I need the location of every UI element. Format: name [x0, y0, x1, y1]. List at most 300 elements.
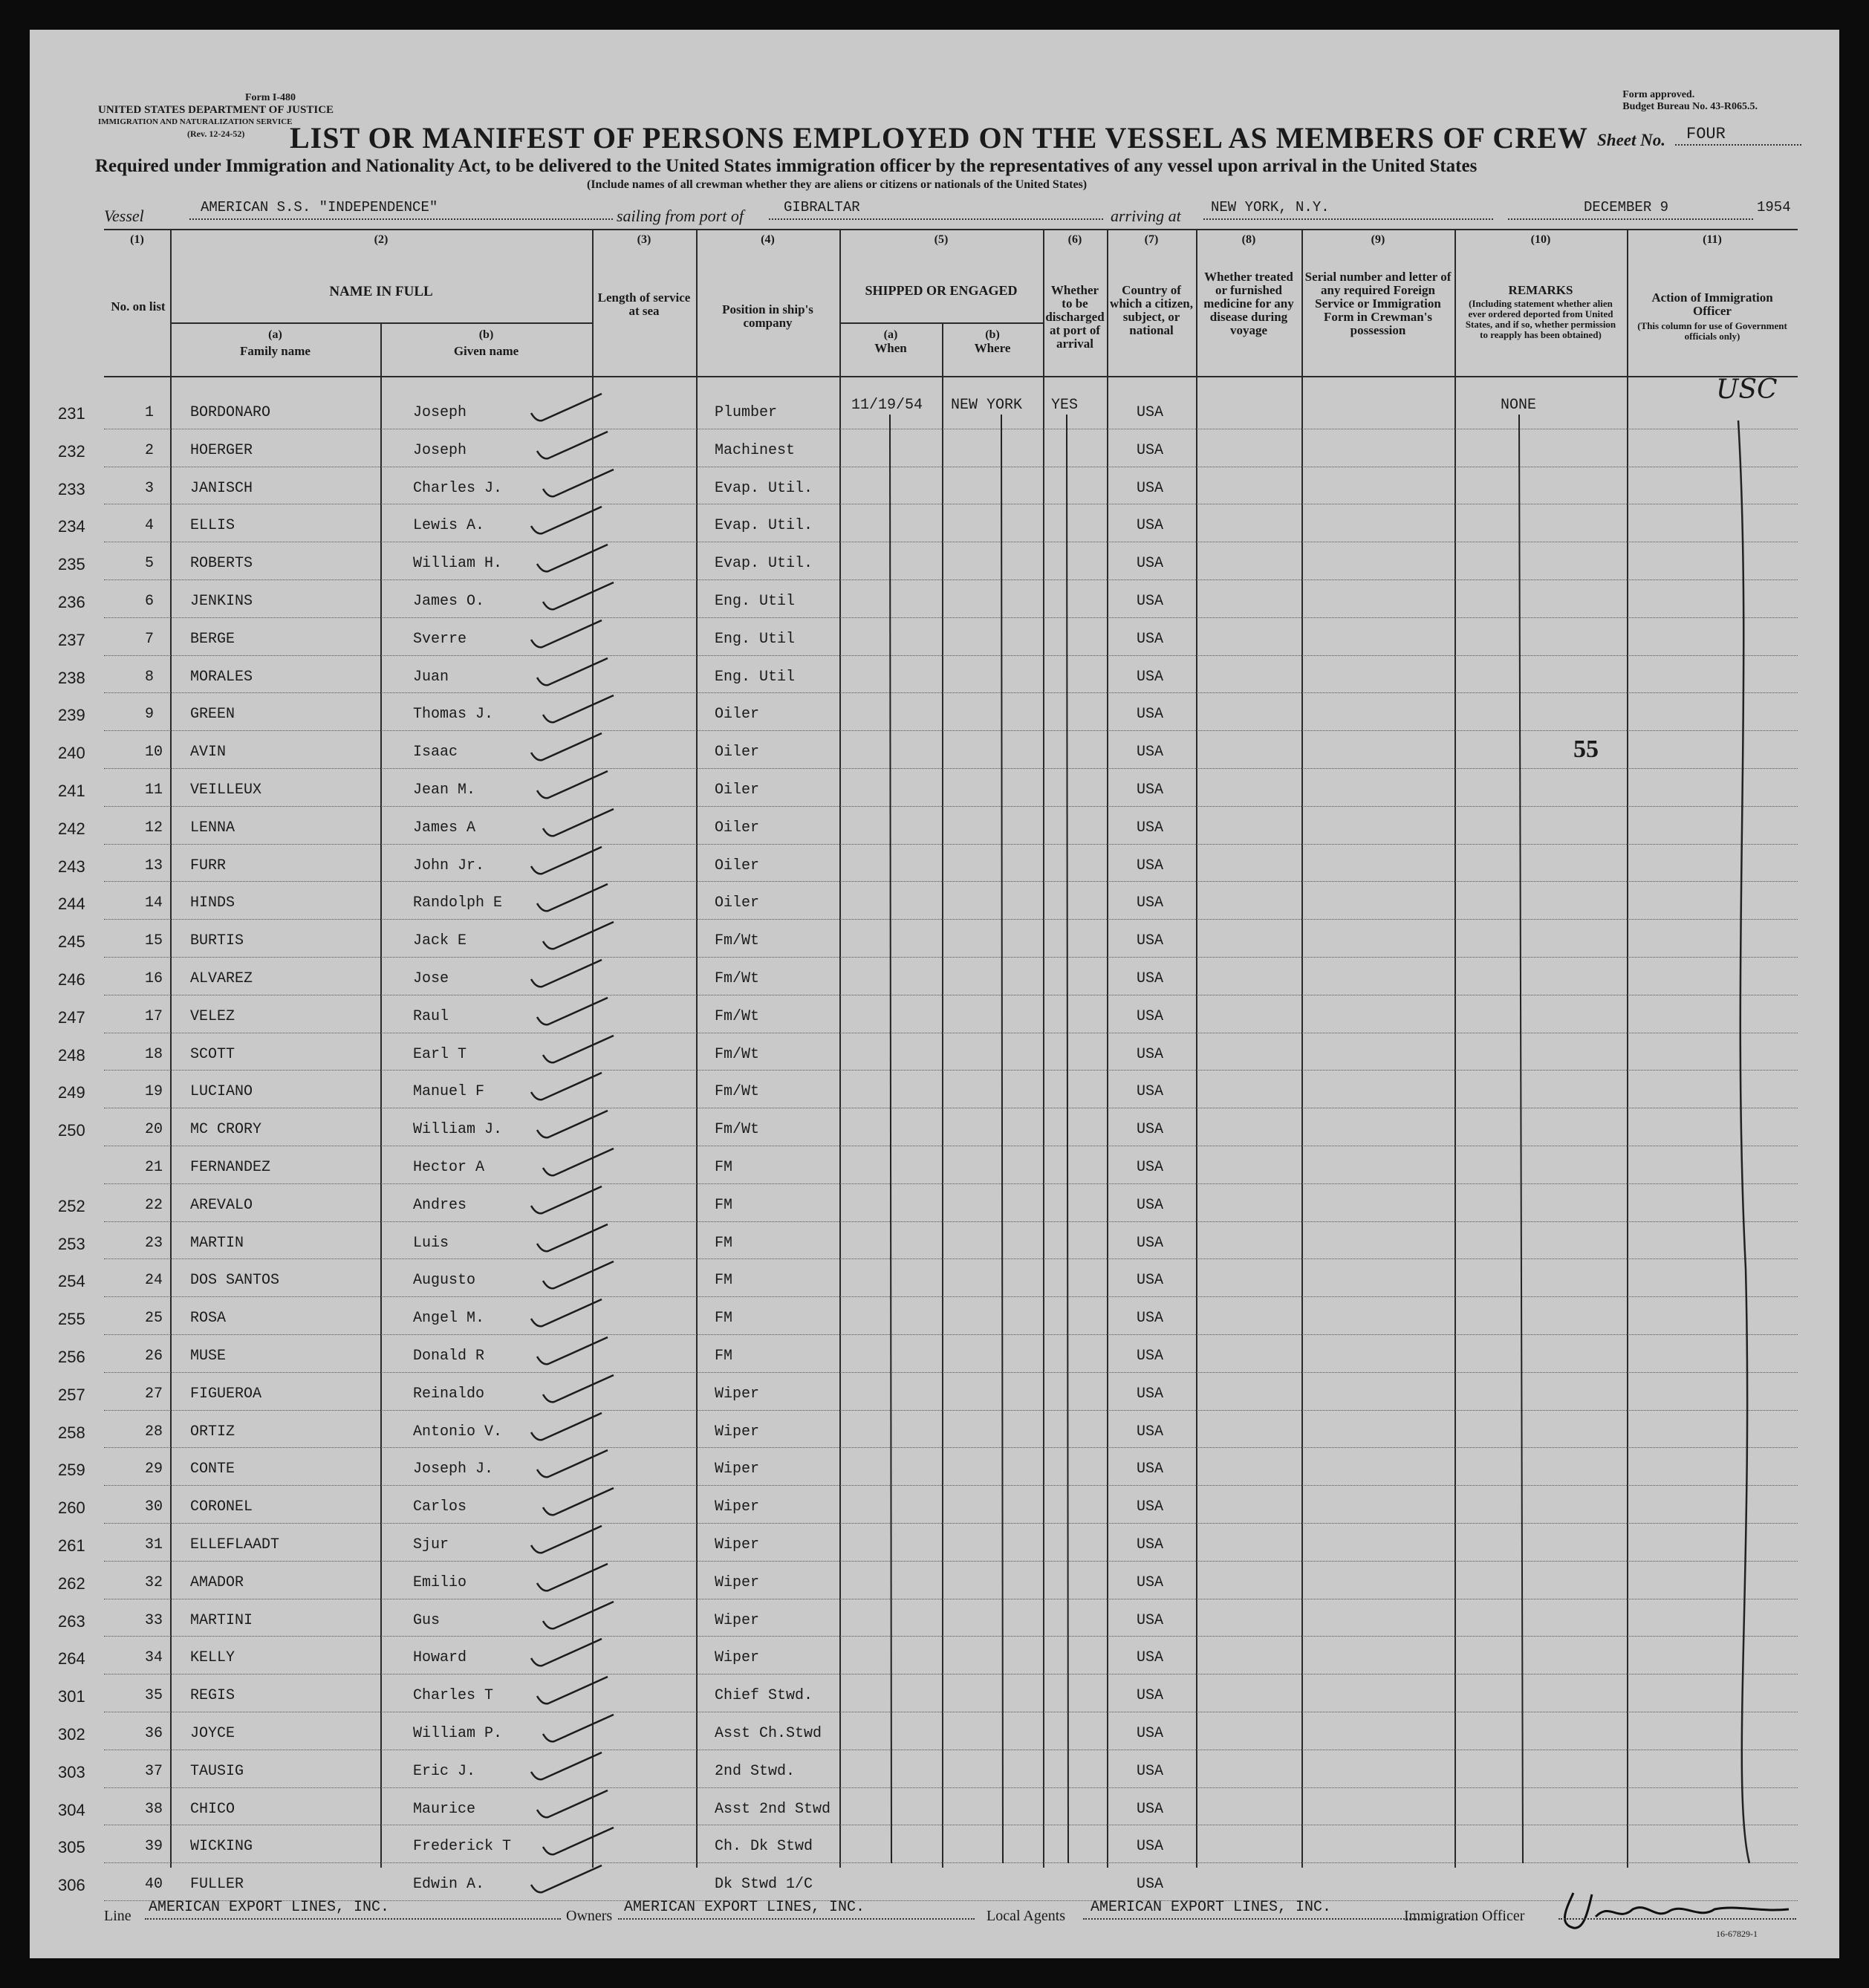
crew-outer-number: 257 — [58, 1385, 85, 1404]
crew-given-name: Augusto — [413, 1272, 476, 1290]
col10-number: (10) — [1530, 233, 1551, 246]
discharged-value: YES — [1051, 397, 1079, 414]
department-line: UNITED STATES DEPARTMENT OF JUSTICE — [98, 104, 334, 116]
crew-family-name: BURTIS — [190, 932, 244, 950]
col2a-number: (a) — [268, 328, 282, 341]
crew-list-number: 18 — [145, 1045, 163, 1063]
crew-outer-number: 247 — [58, 1007, 85, 1027]
crew-family-name: VEILLEUX — [190, 782, 262, 799]
crew-position: FM — [715, 1196, 733, 1214]
crew-outer-number: 303 — [58, 1762, 85, 1781]
crew-outer-number: 248 — [58, 1045, 85, 1065]
crew-position: Fm/Wt — [715, 1007, 760, 1025]
col7-number: (7) — [1144, 233, 1159, 246]
subtitle: Required under Immigration and Nationality Act, to be delivered to the United States immigration officer by the representatives of any vessel upon arrival in the United States — [95, 156, 1478, 176]
service-line: IMMIGRATION AND NATURALIZATION SERVICE — [98, 117, 293, 126]
col5-heading: SHIPPED OR ENGAGED — [865, 283, 1018, 298]
crew-list-number: 29 — [145, 1461, 163, 1478]
shipped-when: 11/19/54 — [851, 397, 923, 414]
col4-number: (4) — [761, 233, 775, 246]
crew-outer-number: 231 — [58, 404, 85, 423]
crew-given-name: Isaac — [413, 744, 458, 761]
crew-country: USA — [1137, 1573, 1164, 1591]
crew-family-name: ELLIS — [190, 517, 235, 535]
crew-family-name: AMADOR — [190, 1573, 244, 1591]
col11-note: (This column for use of Government officials only) — [1637, 320, 1787, 342]
crew-country: USA — [1137, 1498, 1164, 1516]
crew-list-number: 15 — [145, 932, 163, 950]
col10-heading: REMARKS — [1508, 283, 1573, 297]
crew-position: Fm/Wt — [715, 1083, 760, 1101]
crew-outer-number: 305 — [58, 1838, 85, 1857]
crew-outer-number: 240 — [58, 744, 85, 763]
crew-position: Wiper — [715, 1423, 760, 1440]
crew-list-number: 33 — [145, 1611, 163, 1629]
crew-country: USA — [1137, 555, 1164, 573]
crew-given-name: Hector A — [413, 1159, 485, 1176]
crew-outer-number: 306 — [58, 1876, 85, 1895]
crew-country: USA — [1137, 517, 1164, 535]
crew-country: USA — [1137, 1423, 1164, 1440]
crew-given-name: Jose — [413, 970, 449, 987]
crew-list-number: 8 — [145, 668, 155, 686]
officer-label: Immigration Officer — [1404, 1908, 1525, 1924]
crew-family-name: HINDS — [190, 894, 235, 912]
crew-list-number: 11 — [145, 782, 163, 799]
crew-family-name: ROSA — [190, 1310, 227, 1328]
crew-given-name: Jean M. — [413, 782, 476, 799]
crew-position: Fm/Wt — [715, 932, 760, 950]
arriving-label: arriving at — [1111, 207, 1181, 225]
crew-country: USA — [1137, 630, 1164, 648]
crew-country: USA — [1137, 593, 1164, 610]
crew-outer-number: 261 — [58, 1536, 85, 1555]
crew-list-number: 9 — [145, 706, 155, 724]
crew-list-number: 25 — [145, 1310, 163, 1328]
crew-country: USA — [1137, 1272, 1164, 1290]
col9-heading: Serial number and letter of any required Foreign Service or Immigration Form in Crewman's possession — [1304, 270, 1452, 337]
crew-country: USA — [1137, 1725, 1164, 1742]
crew-outer-number: 233 — [58, 479, 85, 498]
crew-given-name: William P. — [413, 1725, 503, 1742]
manifest-page — [30, 30, 1839, 1958]
crew-given-name: Emilio — [413, 1573, 467, 1591]
col8-number: (8) — [1241, 233, 1256, 246]
crew-family-name: CORONEL — [190, 1498, 253, 1516]
crew-country: USA — [1137, 404, 1164, 421]
crew-outer-number: 236 — [58, 593, 85, 611]
crew-family-name: MC CRORY — [190, 1121, 262, 1139]
crew-given-name: Reinaldo — [413, 1385, 485, 1403]
crew-country: USA — [1137, 1649, 1164, 1667]
crew-given-name: Howard — [413, 1649, 467, 1667]
crew-outer-number: 264 — [58, 1649, 85, 1669]
crew-family-name: JANISCH — [190, 479, 253, 497]
crew-outer-number: 244 — [58, 894, 85, 914]
crew-family-name: TAUSIG — [190, 1762, 244, 1780]
crew-list-number: 35 — [145, 1687, 163, 1705]
crew-family-name: GREEN — [190, 706, 235, 724]
page-title: LIST OR MANIFEST OF PERSONS EMPLOYED ON THE VESSEL AS MEMBERS OF CREW — [290, 121, 1588, 155]
crew-list-number: 40 — [145, 1876, 163, 1894]
col4-heading: Position in ship's company — [722, 302, 813, 330]
officer-underline — [1558, 1918, 1796, 1920]
crew-table — [58, 229, 1798, 1895]
crew-given-name: Joseph J. — [413, 1461, 494, 1478]
crew-outer-number: 232 — [58, 441, 85, 461]
sailing-port: GIBRALTAR — [784, 199, 860, 215]
crew-given-name: John Jr. — [413, 857, 485, 874]
officer-action-note: USC — [1716, 374, 1778, 405]
agents-value: AMERICAN EXPORT LINES, INC. — [1090, 1899, 1332, 1916]
col2-number: (2) — [374, 233, 389, 246]
crew-outer-number: 249 — [58, 1083, 85, 1102]
crew-list-number: 34 — [145, 1649, 163, 1667]
crew-family-name: CONTE — [190, 1461, 235, 1478]
crew-given-name: Earl T — [413, 1045, 467, 1063]
crew-family-name: FERNANDEZ — [190, 1159, 271, 1176]
crew-position: Eng. Util — [715, 593, 796, 610]
crew-family-name: JENKINS — [190, 593, 253, 610]
col5a-heading: When — [874, 341, 907, 355]
crew-given-name: Sjur — [413, 1536, 449, 1553]
sheet-underline — [1675, 144, 1801, 146]
crew-given-name: James A — [413, 819, 476, 837]
crew-given-name: Luis — [413, 1234, 449, 1252]
crew-list-number: 38 — [145, 1800, 163, 1818]
crew-outer-number: 250 — [58, 1121, 85, 1140]
crew-position: Dk Stwd 1/C — [715, 1876, 813, 1894]
crew-family-name: FULLER — [190, 1876, 244, 1894]
crew-outer-number: 258 — [58, 1423, 85, 1442]
crew-family-name: ORTIZ — [190, 1423, 235, 1440]
crew-country: USA — [1137, 1762, 1164, 1780]
crew-given-name: William H. — [413, 555, 503, 573]
crew-position: FM — [715, 1310, 733, 1328]
crew-family-name: SCOTT — [190, 1045, 235, 1063]
crew-family-name: HOERGER — [190, 441, 253, 459]
line-underline — [145, 1918, 561, 1920]
col5a-number: (a) — [883, 328, 898, 341]
col11-heading: Action of Immigration Officer — [1651, 290, 1773, 318]
col3-number: (3) — [637, 233, 651, 246]
agents-label: Local Agents — [986, 1908, 1066, 1924]
crew-position: Fm/Wt — [715, 1121, 760, 1139]
crew-list-number: 32 — [145, 1573, 163, 1591]
crew-country: USA — [1137, 706, 1164, 724]
crew-country: USA — [1137, 1083, 1164, 1101]
crew-list-number: 19 — [145, 1083, 163, 1101]
crew-list-number: 37 — [145, 1762, 163, 1780]
crew-country: USA — [1137, 782, 1164, 799]
crew-country: USA — [1137, 1611, 1164, 1629]
crew-position: Wiper — [715, 1573, 760, 1591]
revision-line: (Rev. 12-24-52) — [187, 129, 245, 139]
remarks-number: 55 — [1573, 735, 1599, 763]
owners-label: Owners — [566, 1908, 613, 1924]
crew-given-name: Joseph — [413, 441, 467, 459]
crew-position: FM — [715, 1234, 733, 1252]
arriving-port: NEW YORK, N.Y. — [1211, 199, 1330, 215]
crew-list-number: 17 — [145, 1007, 163, 1025]
crew-outer-number: 243 — [58, 857, 85, 876]
crew-country: USA — [1137, 1536, 1164, 1553]
crew-position: Wiper — [715, 1498, 760, 1516]
crew-family-name: AVIN — [190, 744, 227, 761]
officer-signature — [1551, 1887, 1796, 1932]
crew-outer-number: 242 — [58, 819, 85, 838]
crew-outer-number: 252 — [58, 1196, 85, 1215]
crew-family-name: BERGE — [190, 630, 235, 648]
crew-list-number: 36 — [145, 1725, 163, 1742]
crew-list-number: 10 — [145, 744, 163, 761]
crew-position: Evap. Util. — [715, 517, 813, 535]
crew-family-name: LENNA — [190, 819, 235, 837]
crew-country: USA — [1137, 1461, 1164, 1478]
crew-list-number: 2 — [145, 441, 155, 459]
crew-position: Asst 2nd Stwd — [715, 1800, 831, 1818]
crew-position: FM — [715, 1272, 733, 1290]
crew-position: Oiler — [715, 819, 760, 837]
crew-outer-number: 260 — [58, 1498, 85, 1518]
form-number: Form I-480 — [245, 92, 296, 103]
sheet-label: Sheet No. — [1597, 131, 1665, 149]
col6-number: (6) — [1067, 233, 1082, 246]
crew-country: USA — [1137, 744, 1164, 761]
crew-family-name: CHICO — [190, 1800, 235, 1818]
crew-list-number: 39 — [145, 1838, 163, 1856]
crew-position: Fm/Wt — [715, 970, 760, 987]
crew-given-name: Charles T — [413, 1687, 494, 1705]
crew-list-number: 4 — [145, 517, 155, 535]
col6-heading: Whether to be discharged at port of arrival — [1045, 283, 1105, 351]
crew-given-name: Frederick T — [413, 1838, 512, 1856]
crew-given-name: Juan — [413, 668, 449, 686]
crew-list-number: 12 — [145, 819, 163, 837]
sailing-underline — [769, 218, 1103, 220]
crew-family-name: KELLY — [190, 1649, 235, 1667]
crew-family-name: AREVALO — [190, 1196, 253, 1214]
arrival-year: 1954 — [1757, 199, 1791, 215]
crew-outer-number: 239 — [58, 706, 85, 725]
crew-given-name: Angel M. — [413, 1310, 485, 1328]
crew-list-number: 7 — [145, 630, 155, 648]
col5b-number: (b) — [985, 328, 1000, 341]
crew-country: USA — [1137, 932, 1164, 950]
crew-country: USA — [1137, 1159, 1164, 1176]
line-label: Line — [104, 1908, 131, 1924]
crew-position: Oiler — [715, 706, 760, 724]
crew-list-number: 5 — [145, 555, 155, 573]
crew-given-name: Carlos — [413, 1498, 467, 1516]
col2a-heading: Family name — [240, 344, 311, 358]
crew-position: Eng. Util — [715, 630, 796, 648]
crew-country: USA — [1137, 819, 1164, 837]
col5-number: (5) — [934, 233, 949, 246]
crew-country: USA — [1137, 857, 1164, 874]
crew-outer-number: 246 — [58, 970, 85, 989]
crew-position: Wiper — [715, 1461, 760, 1478]
crew-country: USA — [1137, 1348, 1164, 1365]
crew-country: USA — [1137, 479, 1164, 497]
crew-given-name: Randolph E — [413, 894, 503, 912]
crew-family-name: FURR — [190, 857, 227, 874]
crew-position: Oiler — [715, 782, 760, 799]
crew-list-number: 23 — [145, 1234, 163, 1252]
col8-heading: Whether treated or furnished medicine for any disease during voyage — [1203, 270, 1294, 337]
crew-country: USA — [1137, 1310, 1164, 1328]
shipped-where: NEW YORK — [951, 397, 1023, 414]
crew-given-name: Maurice — [413, 1800, 476, 1818]
crew-family-name: LUCIANO — [190, 1083, 253, 1101]
crew-outer-number: 241 — [58, 782, 85, 800]
owners-underline — [618, 1918, 975, 1920]
crew-position: Wiper — [715, 1649, 760, 1667]
col11-number: (11) — [1703, 233, 1722, 246]
crew-list-number: 30 — [145, 1498, 163, 1516]
col7-heading: Country of which a citizen, subject, or national — [1110, 283, 1193, 337]
crew-given-name: William J. — [413, 1121, 503, 1139]
crew-position: Evap. Util. — [715, 555, 813, 573]
crew-given-name: Raul — [413, 1007, 449, 1025]
crew-outer-number: 302 — [58, 1725, 85, 1744]
col2b-heading: Given name — [453, 344, 519, 358]
crew-family-name: MARTIN — [190, 1234, 244, 1252]
crew-list-number: 22 — [145, 1196, 163, 1214]
include-note: (Include names of all crewman whether they are aliens or citizens or nationals of the United States) — [587, 178, 1088, 191]
crew-position: Wiper — [715, 1611, 760, 1629]
crew-list-number: 24 — [145, 1272, 163, 1290]
col1-number: (1) — [130, 233, 144, 246]
crew-outer-number: 255 — [58, 1310, 85, 1329]
crew-country: USA — [1137, 1876, 1164, 1894]
form-code: 16-67829-1 — [1716, 1929, 1758, 1939]
crew-outer-number: 301 — [58, 1687, 85, 1706]
col5b-heading: Where — [974, 341, 1011, 355]
crew-outer-number: 253 — [58, 1234, 85, 1253]
crew-family-name: REGIS — [190, 1687, 235, 1705]
crew-list-number: 1 — [145, 404, 155, 421]
crew-family-name: ELLEFLAADT — [190, 1536, 280, 1553]
arriving-underline — [1203, 218, 1493, 220]
arrival-date: DECEMBER 9 — [1584, 199, 1669, 215]
crew-given-name: Antonio V. — [413, 1423, 503, 1440]
crew-outer-number: 262 — [58, 1573, 85, 1593]
crew-position: FM — [715, 1348, 733, 1365]
crew-family-name: VELEZ — [190, 1007, 235, 1025]
crew-family-name: MORALES — [190, 668, 253, 686]
sailing-label: sailing from port of — [617, 207, 744, 225]
line-value: AMERICAN EXPORT LINES, INC. — [149, 1899, 390, 1916]
crew-outer-number: 238 — [58, 668, 85, 687]
crew-position: Oiler — [715, 857, 760, 874]
crew-position: Fm/Wt — [715, 1045, 760, 1063]
crew-given-name: Gus — [413, 1611, 441, 1629]
vessel-underline — [189, 218, 613, 220]
crew-list-number: 28 — [145, 1423, 163, 1440]
crew-position: Plumber — [715, 404, 778, 421]
crew-position: Ch. Dk Stwd — [715, 1838, 813, 1856]
crew-outer-number: 259 — [58, 1461, 85, 1480]
crew-country: USA — [1137, 1800, 1164, 1818]
crew-given-name: Andres — [413, 1196, 467, 1214]
crew-list-number: 3 — [145, 479, 155, 497]
crew-given-name: Joseph — [413, 404, 467, 421]
crew-given-name: Jack E — [413, 932, 467, 950]
crew-given-name: Edwin A. — [413, 1876, 485, 1894]
crew-outer-number: 235 — [58, 555, 85, 574]
crew-outer-number: 263 — [58, 1611, 85, 1631]
crew-given-name: Sverre — [413, 630, 467, 648]
crew-position: Machinest — [715, 441, 796, 459]
crew-country: USA — [1137, 1121, 1164, 1139]
remarks-value: NONE — [1501, 397, 1537, 414]
crew-country: USA — [1137, 1007, 1164, 1025]
owners-value: AMERICAN EXPORT LINES, INC. — [624, 1899, 865, 1916]
crew-list-number: 6 — [145, 593, 155, 610]
crew-country: USA — [1137, 1838, 1164, 1856]
crew-list-number: 13 — [145, 857, 163, 874]
crew-country: USA — [1137, 1045, 1164, 1063]
crew-given-name: James O. — [413, 593, 485, 610]
crew-family-name: DOS SANTOS — [190, 1272, 280, 1290]
crew-country: USA — [1137, 1234, 1164, 1252]
crew-country: USA — [1137, 894, 1164, 912]
crew-country: USA — [1137, 970, 1164, 987]
crew-country: USA — [1137, 1687, 1164, 1705]
crew-position: Eng. Util — [715, 668, 796, 686]
crew-position: Oiler — [715, 894, 760, 912]
crew-outer-number: 254 — [58, 1272, 85, 1291]
vessel-name: AMERICAN S.S. "INDEPENDENCE" — [201, 199, 438, 215]
col9-number: (9) — [1371, 233, 1385, 246]
crew-country: USA — [1137, 1385, 1164, 1403]
crew-list-number: 20 — [145, 1121, 163, 1139]
crew-list-number: 31 — [145, 1536, 163, 1553]
col3-heading: Length of service at sea — [597, 290, 691, 318]
budget-bureau-text: Budget Bureau No. 43-R065.5. — [1622, 101, 1758, 112]
crew-position: Asst Ch.Stwd — [715, 1725, 822, 1742]
form-approved-block — [1622, 89, 1758, 113]
col10-note: (Including statement whether alien ever ordered deported from United States, and if so, whether permission to reapply has been obtained) — [1465, 298, 1616, 340]
date-underline — [1508, 218, 1753, 220]
crew-given-name: Donald R — [413, 1348, 485, 1365]
form-approved-text: Form approved. — [1622, 89, 1695, 100]
crew-outer-number: 237 — [58, 630, 85, 649]
crew-family-name: JOYCE — [190, 1725, 235, 1742]
crew-given-name: Lewis A. — [413, 517, 485, 535]
crew-position: Wiper — [715, 1385, 760, 1403]
crew-outer-number: 234 — [58, 517, 85, 536]
crew-family-name: MARTINI — [190, 1611, 253, 1629]
sheet-number: FOUR — [1686, 125, 1726, 143]
footer-line — [104, 1887, 1798, 1932]
crew-family-name: ROBERTS — [190, 555, 253, 573]
crew-outer-number: 245 — [58, 932, 85, 952]
col2-heading: NAME IN FULL — [329, 284, 433, 299]
crew-given-name: Thomas J. — [413, 706, 494, 724]
crew-list-number: 21 — [145, 1159, 163, 1176]
crew-family-name: FIGUEROA — [190, 1385, 262, 1403]
col2b-number: (b) — [478, 328, 494, 341]
crew-position: 2nd Stwd. — [715, 1762, 796, 1780]
crew-list-number: 14 — [145, 894, 163, 912]
crew-position: Evap. Util. — [715, 479, 813, 497]
crew-list-number: 26 — [145, 1348, 163, 1365]
crew-country: USA — [1137, 1196, 1164, 1214]
crew-family-name: ALVAREZ — [190, 970, 253, 987]
crew-position: Oiler — [715, 744, 760, 761]
